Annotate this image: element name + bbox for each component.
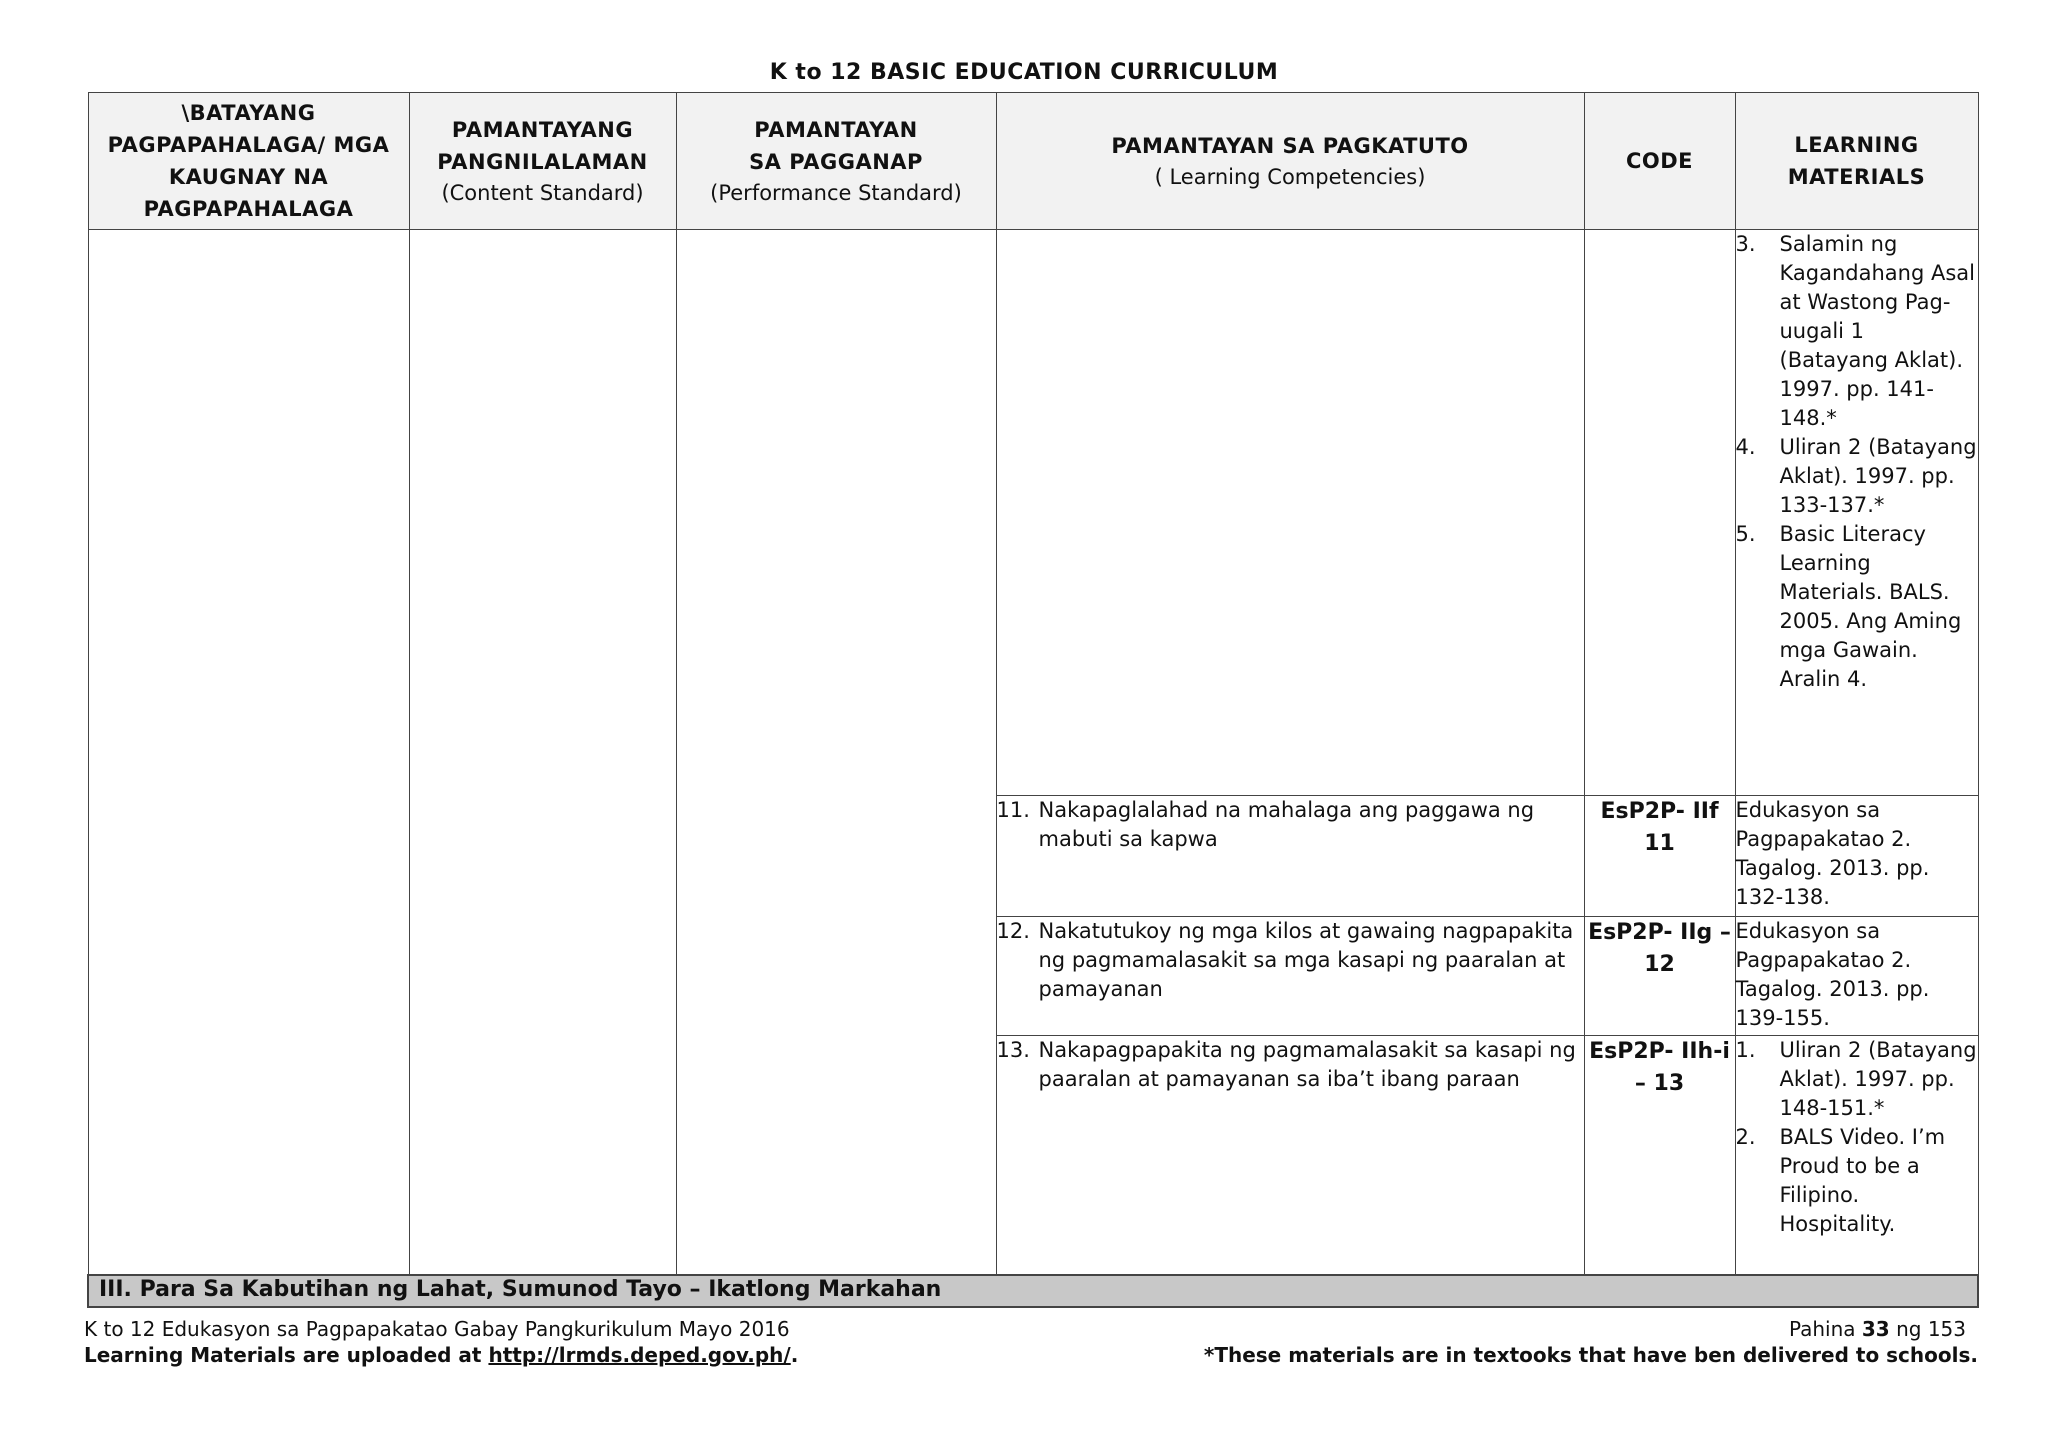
lrmds-link[interactable]: http://lrmds.deped.gov.ph/: [488, 1343, 791, 1367]
list-item: 5. Basic Literacy Learning Materials. BALS. 2005. Ang Aming mga Gawain. Aralin 4.: [1735, 522, 1962, 691]
list-item: 2. BALS Video. I’m Proud to be a Filipino. Hospitality.: [1735, 1125, 1946, 1236]
header-learning-materials: LEARNING MATERIALS: [1735, 93, 1978, 230]
cell-learning-materials: Edukasyon sa Pagpapakatao 2. Tagalog. 2013. pp. 132-138.: [1735, 796, 1978, 917]
section-heading-row: [88, 1275, 1978, 1307]
cell-learning-materials: [1735, 1036, 1978, 1276]
list-item: 3. Salamin ng Kagandahang Asal at Wastong Pag-uugali 1 (Batayang Aklat). 1997. pp. 141-148.*: [1735, 232, 1975, 430]
cell-batayang-pagpapahalaga: [88, 230, 409, 1276]
document-title: K to 12 BASIC EDUCATION CURRICULUM: [769, 60, 1279, 85]
list-item: 4. Uliran 2 (Batayang Aklat). 1997. pp. 133-137.*: [1735, 435, 1977, 517]
cell-code: EsP2P- IIf 11: [1584, 796, 1735, 917]
page-number: Pahina 33 ng 153: [1788, 1317, 1966, 1341]
cell-code-empty: [1584, 230, 1735, 796]
header-learning-competencies: PAMANTAYAN SA PAGKATUTO ( Learning Competencies): [996, 93, 1584, 230]
cell-competency-empty: [996, 230, 1584, 796]
cell-code: EsP2P- IIg – 12: [1584, 917, 1735, 1036]
footer-guide-title: K to 12 Edukasyon sa Pagpapakatao Gabay Pangkurikulum Mayo 2016: [84, 1317, 790, 1341]
table-header-row: [88, 93, 1978, 230]
materials-list: [1736, 1036, 1978, 1239]
header-batayang-pagpapahalaga: \BATAYANG PAGPAPAHALAGA/ MGA KAUGNAY NA PAGPAPAHALAGA: [88, 93, 409, 230]
table-row: [88, 230, 1978, 796]
cell-learning-materials: Edukasyon sa Pagpapakatao 2. Tagalog. 2013. pp. 139-155.: [1735, 917, 1978, 1036]
materials-list: [1736, 230, 1978, 694]
header-code: CODE: [1584, 93, 1735, 230]
footer-left: [84, 1316, 798, 1368]
footer-textbook-note: *These materials are in textooks that have ben delivered to schools.: [1203, 1343, 1978, 1367]
footer-right: [1204, 1316, 1978, 1368]
cell-performance-standard: [676, 230, 996, 1276]
list-item: 1. Uliran 2 (Batayang Aklat). 1997. pp. 148-151.*: [1735, 1038, 1977, 1120]
header-content-standard: PAMANTAYANG PANGNILALAMAN (Content Standard): [409, 93, 676, 230]
cell-competency: 12. Nakatutukoy ng mga kilos at gawaing nagpapakita ng pagmamalasakit sa mga kasapi ng paaralan at pamayanan: [996, 917, 1584, 1036]
section-heading: III. Para Sa Kabutihan ng Lahat, Sumunod Tayo – Ikatlong Markahan: [88, 1275, 1978, 1307]
cell-competency: 11. Nakapaglalahad na mahalaga ang paggawa ng mabuti sa kapwa: [996, 796, 1584, 917]
header-performance-standard: PAMANTAYAN SA PAGGANAP (Performance Standard): [676, 93, 996, 230]
footer-materials-note: Learning Materials are uploaded at http://lrmds.deped.gov.ph/.: [84, 1343, 799, 1367]
curriculum-table: [87, 92, 1979, 1308]
cell-code: EsP2P- IIh-i – 13: [1584, 1036, 1735, 1276]
cell-competency: 13. Nakapagpapakita ng pagmamalasakit sa kasapi ng paaralan at pamayanan sa iba’t ibang paraan: [996, 1036, 1584, 1276]
cell-content-standard: [409, 230, 676, 1276]
cell-learning-materials: [1735, 230, 1978, 796]
